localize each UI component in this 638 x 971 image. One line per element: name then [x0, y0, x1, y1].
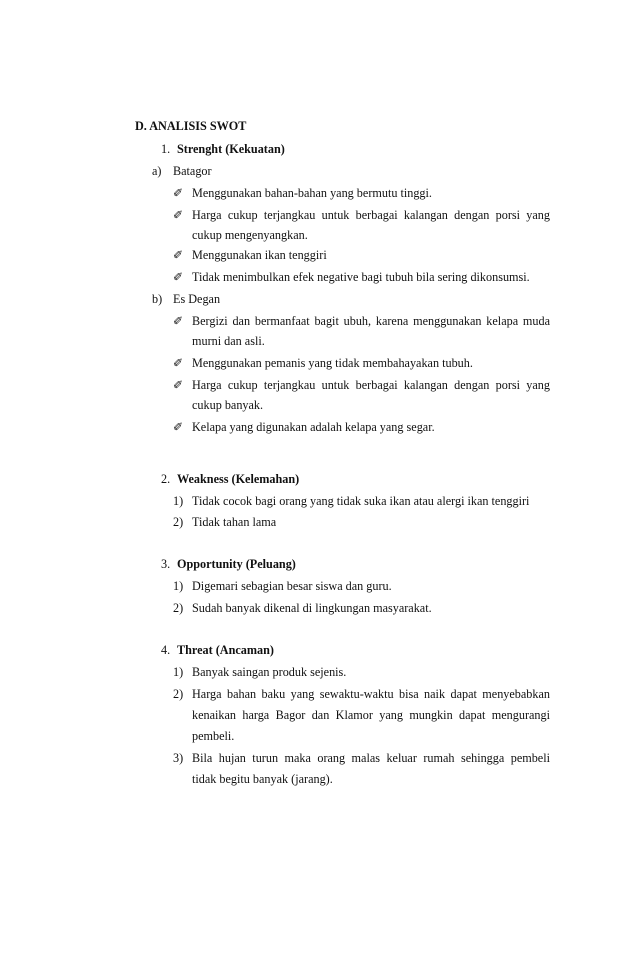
heading-2-number: 2. [161, 472, 171, 486]
list-item: Harga cukup terjangkau untuk berbagai kalangan dengan porsi yang [192, 378, 550, 392]
item-number: 2) [173, 687, 184, 701]
list-item: Digemari sebagian besar siswa dan guru. [192, 579, 392, 593]
list-item: Menggunakan pemanis yang tidak membahayakan tubuh. [192, 356, 473, 370]
pencil-bullet-icon: ✐ [173, 186, 184, 200]
list-item: Harga bahan baku yang sewaktu-waktu bisa naik dapat menyebabkan [192, 687, 550, 701]
list-item: Banyak saingan produk sejenis. [192, 665, 347, 679]
list-item: Sudah banyak dikenal di lingkungan masyarakat. [192, 601, 432, 615]
list-item: Tidak menimbulkan efek negative bagi tubuh bila sering dikonsumsi. [192, 270, 530, 284]
list-item: Harga cukup terjangkau untuk berbagai kalangan dengan porsi yang [192, 208, 550, 222]
pencil-bullet-icon: ✐ [173, 208, 184, 222]
pencil-bullet-icon: ✐ [173, 248, 184, 262]
list-item: Menggunakan ikan tenggiri [192, 248, 327, 262]
section-title: D. ANALISIS SWOT [135, 119, 247, 133]
heading-opportunity: Opportunity (Peluang) [177, 557, 296, 571]
pencil-bullet-icon: ✐ [173, 378, 184, 392]
list-item: Tidak cocok bagi orang yang tidak suka ikan atau alergi ikan tenggiri [192, 494, 530, 508]
sublist-b-label: b) [152, 292, 163, 306]
list-item: Menggunakan bahan-bahan yang bermutu tinggi. [192, 186, 432, 200]
heading-4-number: 4. [161, 643, 171, 657]
heading-1-number: 1. [161, 142, 171, 156]
list-item-continuation: pembeli. [192, 729, 235, 743]
heading-strength: Strenght (Kekuatan) [177, 142, 285, 156]
sublist-b-title: Es Degan [173, 292, 221, 306]
list-item: Tidak tahan lama [192, 515, 277, 529]
heading-threat: Threat (Ancaman) [177, 643, 274, 657]
list-item-continuation: cukup banyak. [192, 398, 264, 412]
list-item: Bila hujan turun maka orang malas keluar rumah sehingga pembeli [192, 751, 550, 765]
item-number: 1) [173, 579, 184, 593]
item-number: 2) [173, 601, 184, 615]
item-number: 1) [173, 665, 184, 679]
list-item-continuation: cukup mengenyangkan. [192, 228, 308, 242]
pencil-bullet-icon: ✐ [173, 314, 184, 328]
sublist-a-title: Batagor [173, 164, 212, 178]
pencil-bullet-icon: ✐ [173, 356, 184, 370]
heading-3-number: 3. [161, 557, 171, 571]
item-number: 2) [173, 515, 184, 529]
pencil-bullet-icon: ✐ [173, 270, 184, 284]
list-item: Bergizi dan bermanfaat bagit ubuh, karena menggunakan kelapa muda [192, 314, 550, 328]
list-item-continuation: kenaikan harga Bagor dan Klamor yang mungkin dapat mengurangi [192, 708, 550, 722]
sublist-a-label: a) [152, 164, 162, 178]
pencil-bullet-icon: ✐ [173, 420, 184, 434]
list-item: Kelapa yang digunakan adalah kelapa yang segar. [192, 420, 435, 434]
item-number: 3) [173, 751, 184, 765]
list-item-continuation: murni dan asli. [192, 334, 265, 348]
item-number: 1) [173, 494, 184, 508]
heading-weakness: Weakness (Kelemahan) [177, 472, 300, 486]
list-item-continuation: tidak begitu banyak (jarang). [192, 772, 333, 786]
